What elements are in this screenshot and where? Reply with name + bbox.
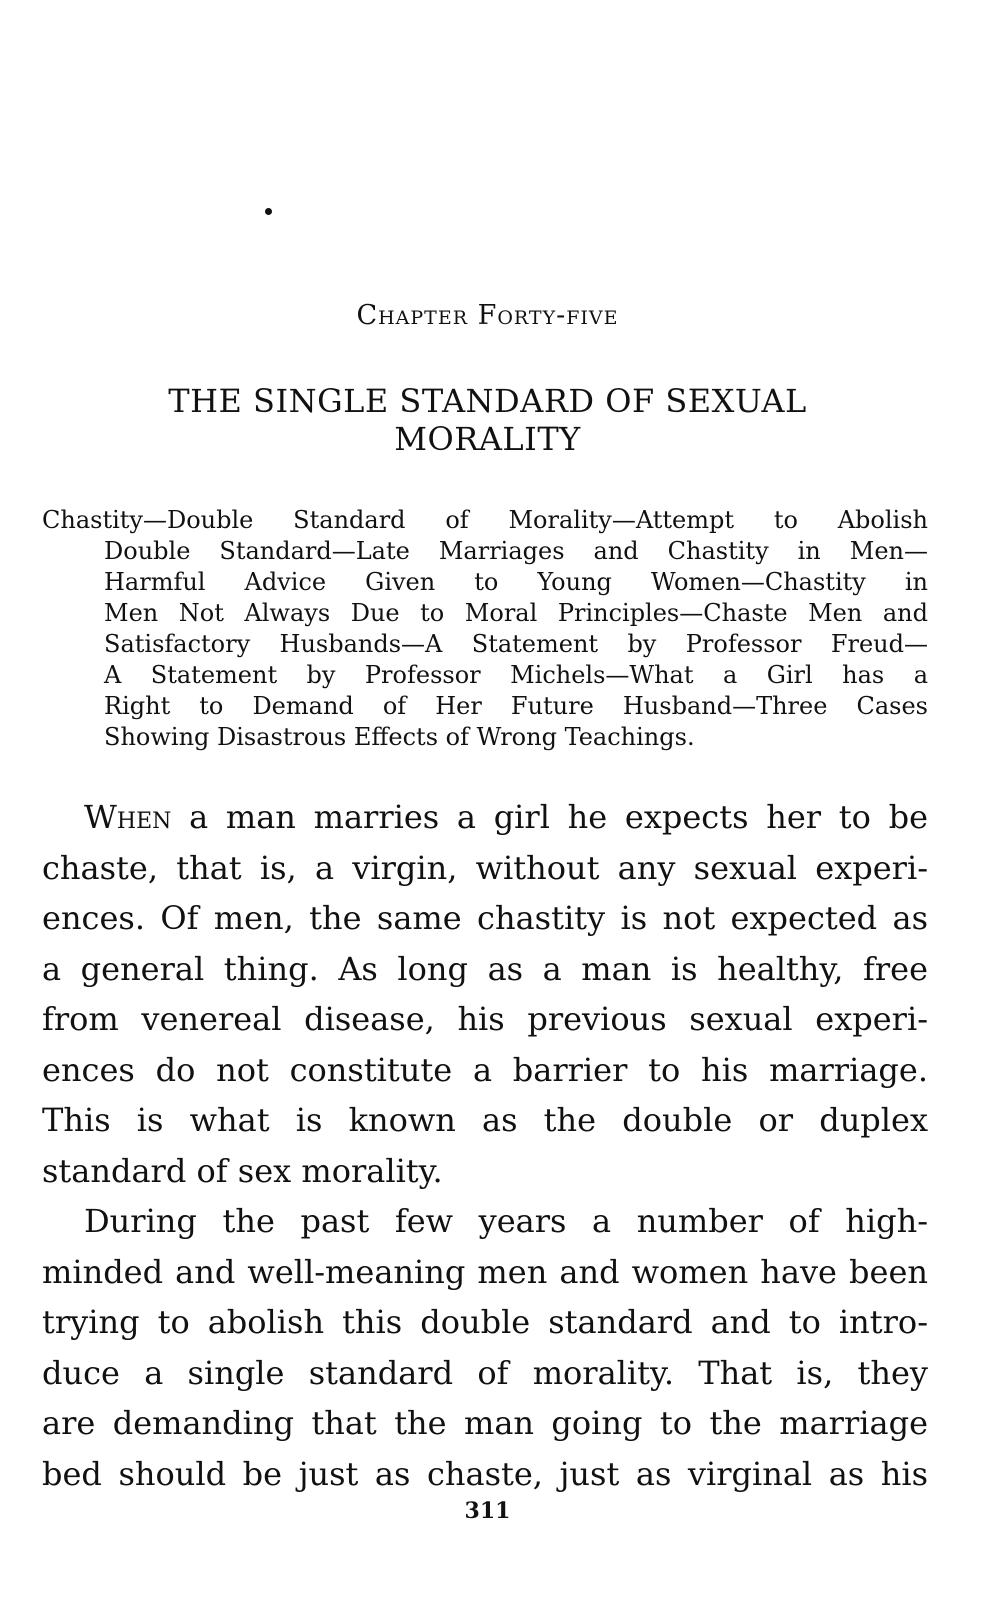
paragraph-line: are demanding that the man going to the marriage <box>42 1404 928 1442</box>
title-line: THE SINGLE STANDARD OF SEXUAL <box>168 382 807 420</box>
chapter-label: Chapter Forty-five <box>356 300 619 331</box>
summary-line: Double Standard—Late Marriages and Chastity in Men— <box>104 537 928 565</box>
paragraph-line: ences. Of men, the same chastity is not expected as <box>42 899 928 937</box>
paragraph-line: During the past few years a number of high- <box>84 1202 928 1240</box>
page-number: 311 <box>464 1498 511 1524</box>
summary-line: Right to Demand of Her Future Husband—Three Cases <box>104 692 928 720</box>
paragraph-line: ences do not constitute a barrier to his marriage. <box>42 1050 928 1089</box>
paragraph-line: minded and well-meaning men and women have been <box>42 1252 928 1291</box>
paragraph-line: from venereal disease, his previous sexual experi- <box>42 1000 928 1038</box>
summary-line: Satisfactory Husbands—A Statement by Professor Freud— <box>104 630 928 658</box>
summary-line: Harmful Advice Given to Young Women—Chastity in <box>104 568 928 596</box>
summary-line: Men Not Always Due to Moral Principles—Chaste Men and <box>104 599 928 627</box>
chapter-summary <box>42 505 928 753</box>
paragraph-line: chaste, that is, a virgin, without any sexual experi- <box>42 848 928 887</box>
title-line: MORALITY <box>394 420 581 458</box>
line-text: a man marries a girl he expects her to be <box>171 798 928 836</box>
paragraph-line: bed should be just as chaste, just as virginal as his <box>42 1454 928 1493</box>
paragraph-line: a general thing. As long as a man is healthy, free <box>42 949 928 988</box>
paragraph-line: standard of sex morality. <box>42 1151 443 1190</box>
summary-line: Showing Disastrous Effects of Wrong Teachings. <box>104 723 695 751</box>
ink-speck <box>265 208 272 215</box>
summary-line: A Statement by Professor Michels—What a Girl has a <box>104 661 928 689</box>
chapter-title <box>90 382 885 458</box>
paragraph-line: duce a single standard of morality. That is, they <box>42 1353 928 1392</box>
lead-word: When <box>84 798 172 836</box>
paragraph-line: trying to abolish this double standard and to intro- <box>42 1303 928 1341</box>
paragraph-line <box>42 792 928 843</box>
body-text <box>42 792 928 1499</box>
summary-line: Chastity—Double Standard of Morality—Attempt to Abolish <box>42 506 928 534</box>
paragraph-line: This is what is known as the double or duplex <box>42 1101 928 1139</box>
